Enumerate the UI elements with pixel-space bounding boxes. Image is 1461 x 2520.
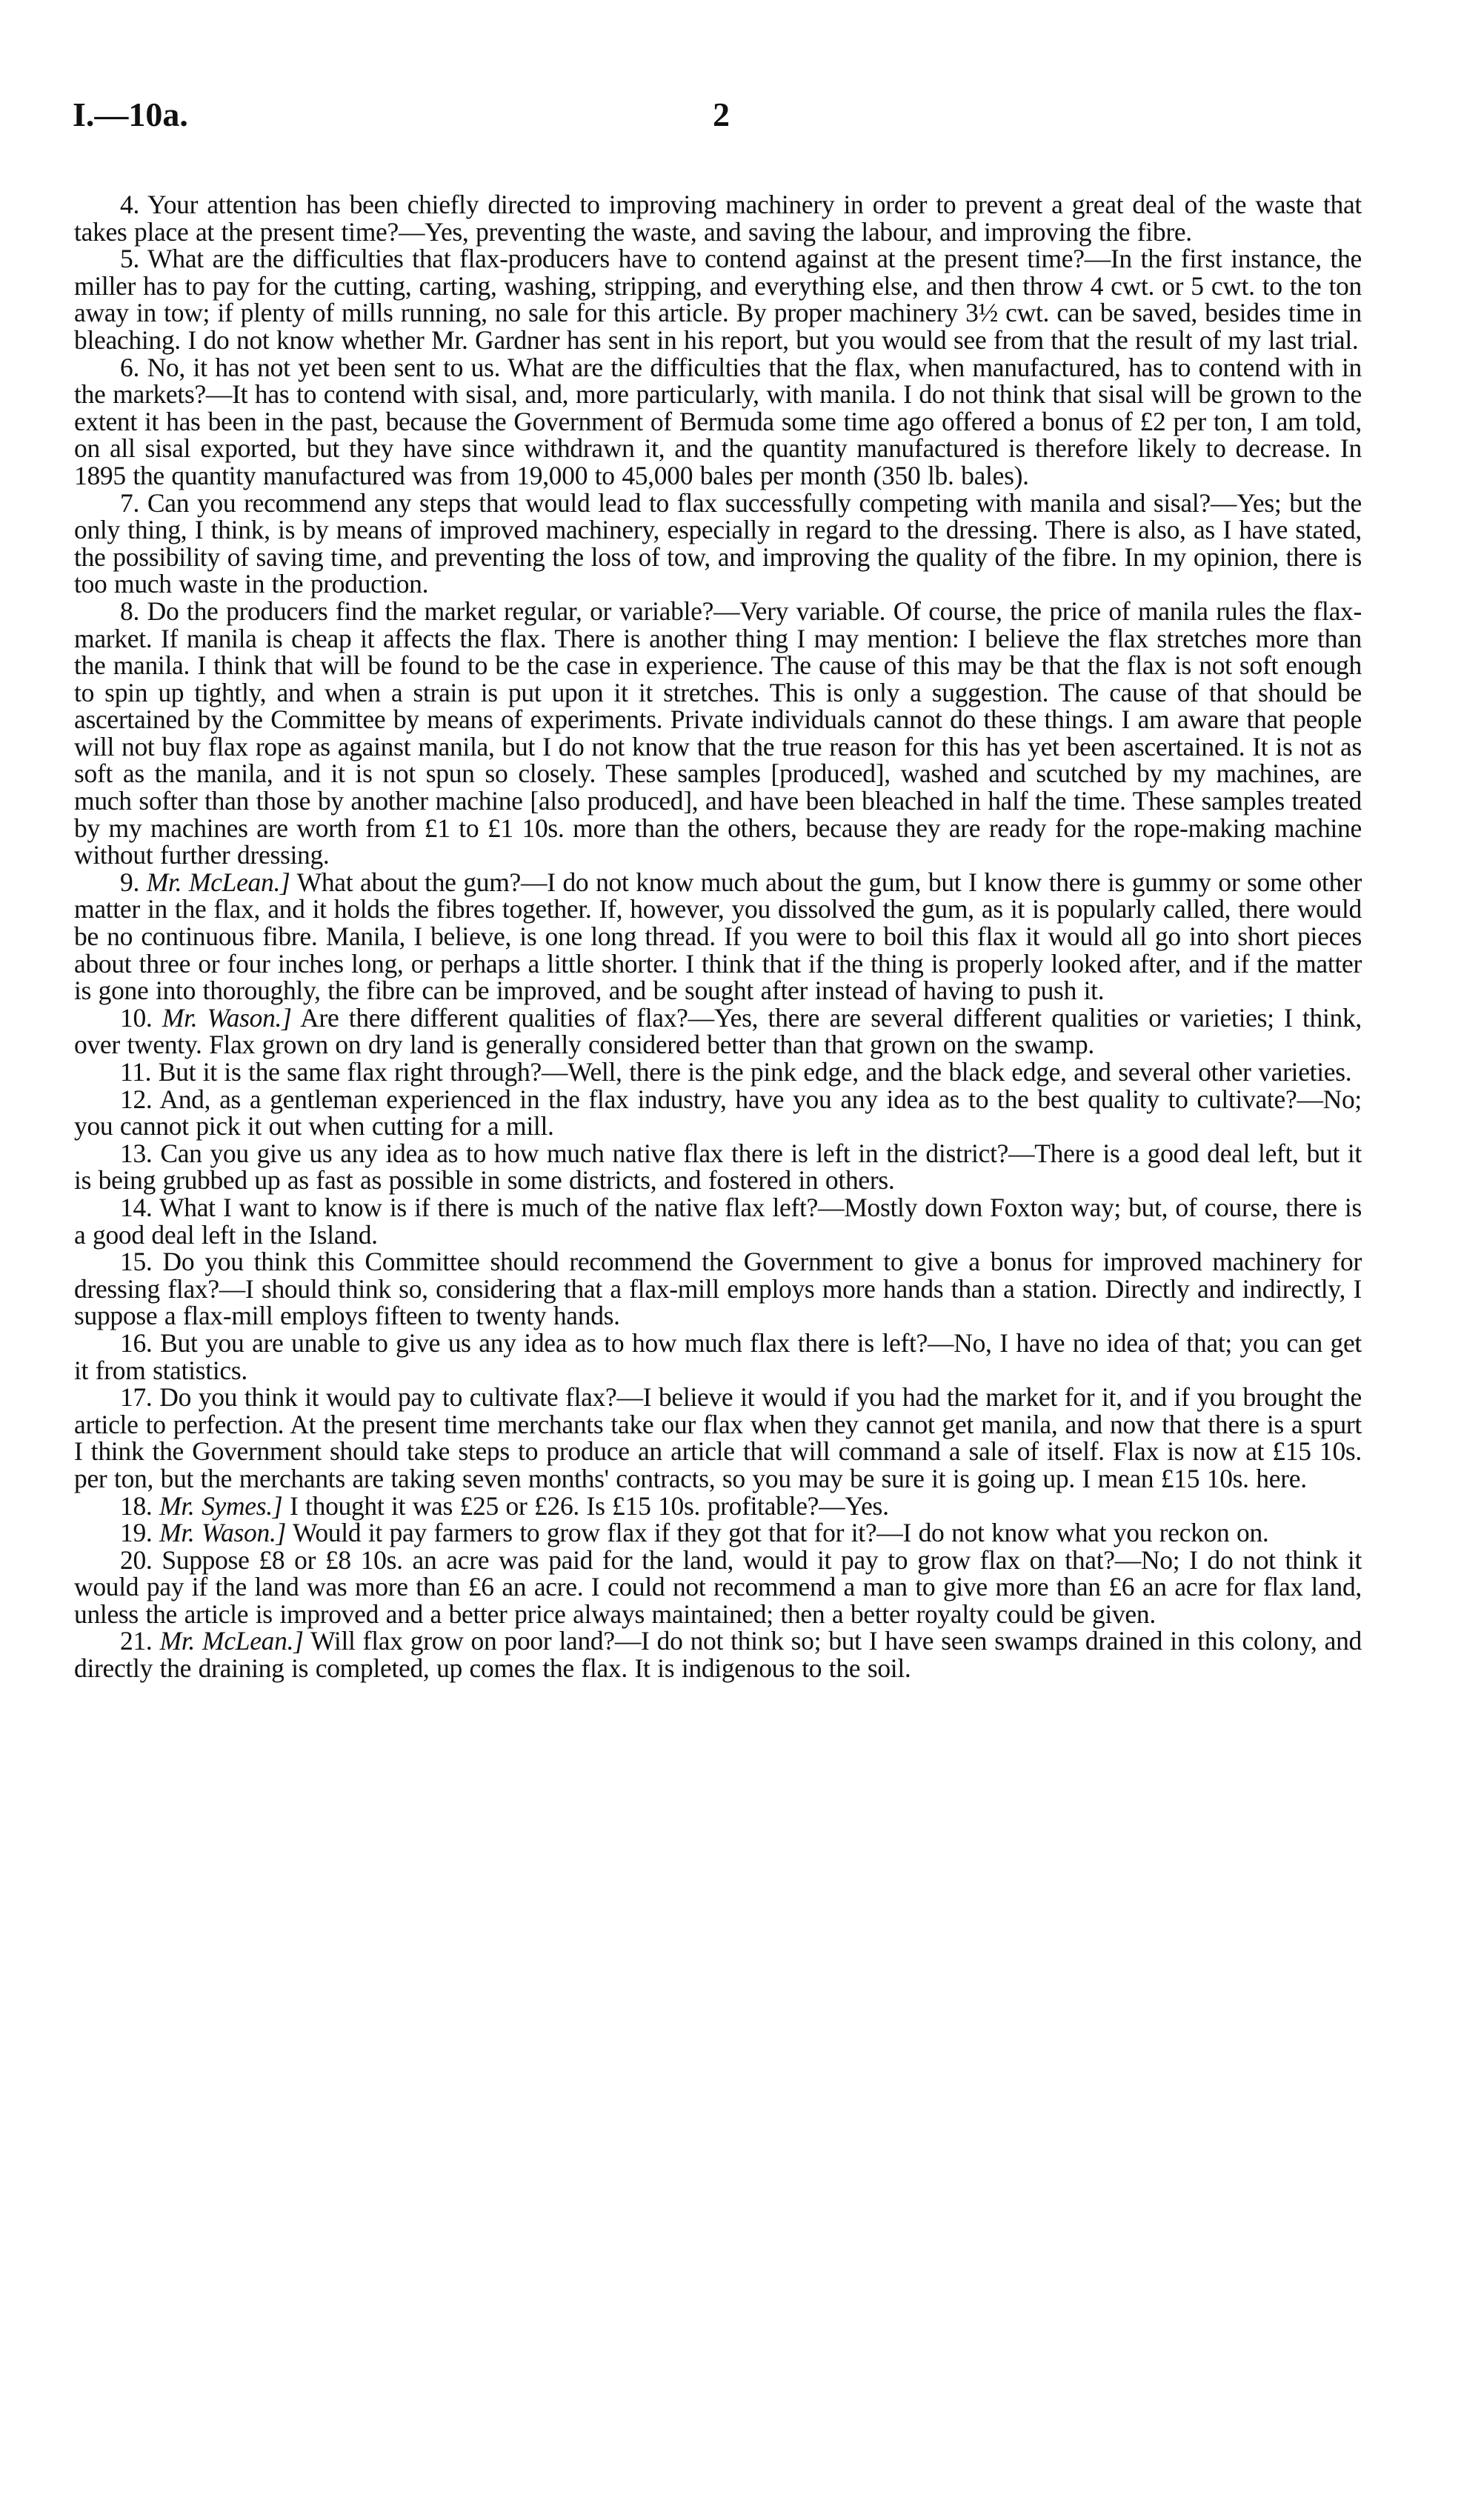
- paragraph-text: Are there different qualities of flax?—Yes, there are several different qualities or varieties; I think, over twenty. Flax grown on dry land is generally considered better than that grown on the swamp.: [74, 1002, 1362, 1060]
- question-number: 14.: [120, 1192, 153, 1222]
- question-paragraph: [74, 1544, 1362, 1629]
- paragraph-text: Would it pay farmers to grow flax if they got that for it?—I do not know what you reckon on.: [292, 1518, 1269, 1548]
- question-paragraph: [74, 1059, 1362, 1086]
- question-paragraph: [74, 1194, 1362, 1248]
- question-paragraph: [74, 487, 1362, 599]
- document-reference: I.—10a.: [73, 96, 188, 133]
- speaker-name: Mr. McLean.]: [146, 867, 290, 897]
- question-number: 8.: [120, 596, 140, 626]
- paragraph-text: And, as a gentleman experienced in the flax industry, have you any idea as to the best quality to cultivate?—No; you cannot pick it out when cutting for a mill.: [74, 1084, 1362, 1141]
- paragraph-text: Suppose £8 or £8 10s. an acre was paid for the land, would it pay to grow flax on that?—No; I do not think it would pay if the land was more than £6 an acre. I could not recommend a man to give more than £6 an acre for flax land, unless the article is improved and a better price always maintained; then a better royalty could be given.: [74, 1544, 1362, 1629]
- paragraph-text: No, it has not yet been sent to us. What are the difficulties that the flax, when manufactured, has to contend with in the markets?—It has to contend with sisal, and, more particularly, with manila. I do not think that sisal will be grown to the extent it has been in the past, because the Government of Bermuda some time ago offered a bonus of £2 per ton, I am told, on all sisal exported, but they have since withdrawn it, and the quantity manufactured is therefore likely to decrease. In 1895 the quantity manufactured was from 19,000 to 45,000 bales per month (350 lb. bales).: [74, 352, 1362, 490]
- paragraph-text: What I want to know is if there is much of the native flax left?—Mostly down Foxton way; but, of course, there is a good deal left in the Island.: [74, 1192, 1362, 1250]
- question-paragraph: [74, 1140, 1362, 1194]
- paragraph-text: Do you think it would pay to cultivate flax?—I believe it would if you had the market for it, and if you brought the article to perfection. At the present time merchants take our flax when they cannot get manila, and now that there is a spurt I think the Government should take steps to produce an article that will command a sale of itself. Flax is now at £15 10s. per ton, but the merchants are taking seven months' contracts, so you may be sure it is going up. I mean £15 10s. here.: [74, 1382, 1362, 1493]
- paragraph-text: What about the gum?—I do not know much about the gum, but I know there is gummy or some other matter in the flax, and it holds the fibres together. If, however, you dissolved the gum, as it is popularly called, there would be no continuous fibre. Manila, I believe, is one long thread. If you were to boil this flax it would all go into short pieces about three or four inches long, or perhaps a little shorter. I think that if the thing is properly looked after, and if the matter is gone into thoroughly, the fibre can be improved, and be sought after instead of having to push it.: [74, 867, 1362, 1006]
- question-number: 13.: [120, 1138, 153, 1168]
- paragraph-text: But you are unable to give us any idea as to how much flax there is left?—No, I have no idea of that; you can get it from statistics.: [74, 1327, 1362, 1385]
- question-paragraph: [74, 598, 1362, 869]
- question-paragraph: [74, 1327, 1362, 1385]
- question-number: 9.: [120, 867, 140, 897]
- speaker-name: Mr. Symes.]: [159, 1490, 283, 1521]
- paragraph-text: Will flax grow on poor land?—I do not think so; but I have seen swamps drained in this colony, and directly the draining is completed, up comes the flax. It is indigenous to the soil.: [74, 1626, 1362, 1684]
- question-number: 7.: [120, 487, 140, 518]
- paragraph-text: Do you think this Committee should recommend the Government to give a bonus for improved machinery for dressing flax?—I should think so, considering that a flax-mill employs more hands than a station. Directly and indirectly, I suppose a flax-mill employs fifteen to twenty hands.: [74, 1247, 1362, 1331]
- question-number: 10.: [120, 1002, 153, 1033]
- question-number: 18.: [120, 1490, 153, 1521]
- question-paragraph: [74, 245, 1362, 353]
- question-number: 21.: [120, 1626, 153, 1656]
- question-number: 15.: [120, 1247, 153, 1277]
- question-paragraph: [74, 1519, 1362, 1547]
- question-number: 16.: [120, 1327, 153, 1358]
- question-paragraph: [74, 869, 1362, 1004]
- question-number: 12.: [120, 1084, 153, 1114]
- question-number: 20.: [120, 1544, 153, 1575]
- question-paragraph: [74, 1626, 1362, 1684]
- speaker-name: Mr. McLean.]: [159, 1626, 304, 1656]
- paragraph-text: I thought it was £25 or £26. Is £15 10s. profitable?—Yes.: [289, 1490, 889, 1521]
- question-number: 6.: [120, 352, 140, 382]
- speaker-name: Mr. Wason.]: [159, 1518, 287, 1548]
- speaker-name: Mr. Wason.]: [162, 1002, 292, 1033]
- paragraph-text: Do the producers find the market regular, or variable?—Very variable. Of course, the price of manila rules the flax-market. If manila is cheap it affects the flax. There is another thing I may mention: I believe the flax stretches more than the manila. I think that will be found to be the case in experience. The cause of this may be that the flax is not soft enough to spin up tightly, and when a strain is put upon it it stretches. This is only a suggestion. The cause of that should be ascertained by the Committee by means of experiments. Private individuals cannot do these things. I am aware that people will not buy flax rope as against manila, but I do not know that the true reason for this has yet been ascertained. It is not as soft as the manila, and it is not spun so closely. These samples [produced], washed and scutched by my machines, are much softer than those by another machine [also produced], and have been bleached in half the time. These samples treated by my machines are worth from £1 to £1 10s. more than the others, because they are ready for the rope-making machine without further dressing.: [74, 596, 1362, 870]
- paragraph-text: Can you recommend any steps that would lead to flax successfully competing with manila and sisal?—Yes; but the only thing, I think, is by means of improved machinery, especially in regard to the dressing. There is also, as I have stated, the possibility of saving time, and preventing the loss of tow, and improving the quality of the fibre. In my opinion, there is too much waste in the production.: [74, 487, 1362, 599]
- paragraph-text: What are the difficulties that flax-producers have to contend against at the present time?—In the first instance, the miller has to pay for the cutting, carting, washing, stripping, and everything else, and then throw 4 cwt. or 5 cwt. to the ton away in tow; if plenty of mills running, no sale for this article. By proper machinery 3½ cwt. can be saved, besides time in bleaching. I do not know whether Mr. Gardner has sent in his report, but you would see from that the result of my last trial.: [74, 244, 1362, 355]
- question-paragraph: [74, 1384, 1362, 1492]
- question-number: 19.: [120, 1518, 153, 1548]
- question-number: 11.: [120, 1057, 152, 1087]
- paragraph-text: Can you give us any idea as to how much native flax there is left in the district?—There is a good deal left, but it is being grubbed up as fast as possible in some districts, and fostered in others.: [74, 1138, 1362, 1196]
- paragraph-text: But it is the same flax right through?—Well, there is the pink edge, and the black edge, and several other varieties.: [158, 1057, 1352, 1087]
- question-paragraph: [74, 1248, 1362, 1330]
- question-paragraph: [74, 1086, 1362, 1140]
- question-paragraph: [74, 1004, 1362, 1059]
- paragraph-text: Your attention has been chiefly directed to improving machinery in order to prevent a great deal of the waste that takes place at the present time?—Yes, preventing the waste, and saving the labour, and improving the fibre.: [74, 190, 1362, 247]
- question-number: 4.: [120, 190, 140, 219]
- question-paragraph: [74, 354, 1362, 490]
- document-body: [74, 191, 1362, 1682]
- question-number: 5.: [120, 244, 140, 274]
- question-paragraph: [74, 191, 1362, 245]
- page-number: 2: [713, 96, 730, 133]
- question-number: 17.: [120, 1382, 153, 1413]
- question-paragraph: [74, 1490, 1362, 1521]
